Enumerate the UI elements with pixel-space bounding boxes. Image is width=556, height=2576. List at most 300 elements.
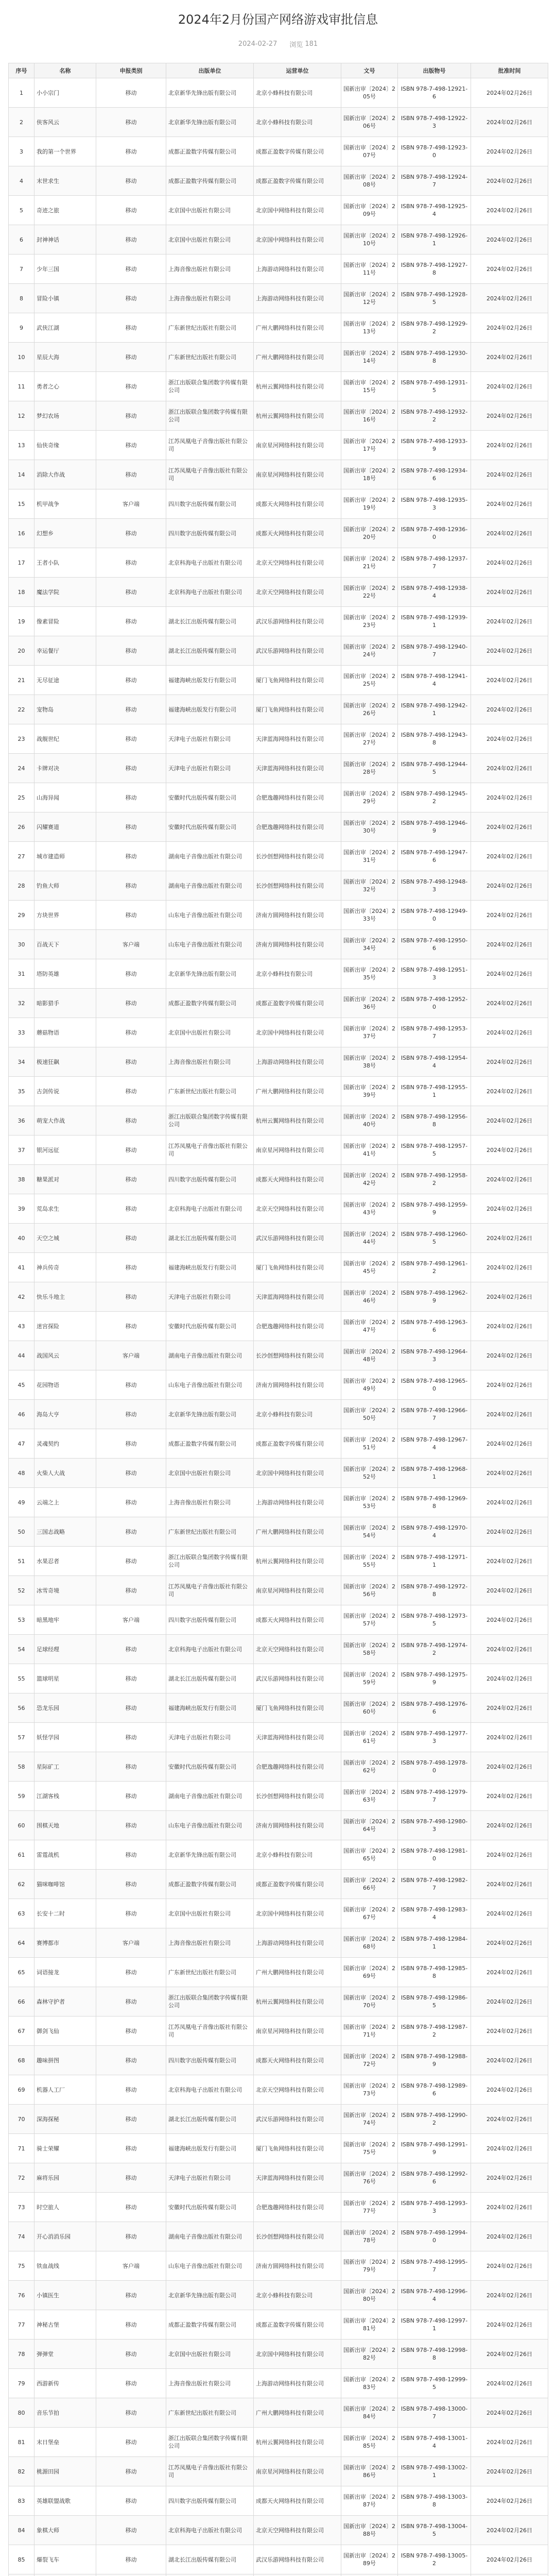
cell-approval-date: 2024年02月26日	[471, 2398, 548, 2428]
cell-category: 移动	[96, 1194, 166, 1224]
table-row	[9, 1605, 548, 1635]
cell-category: 移动	[96, 2486, 166, 2516]
cell-approval-date: 2024年02月26日	[471, 666, 548, 695]
cell-isbn: ISBN 978-7-498-12948-3	[398, 871, 471, 901]
cell-operator: 北京天空网络科技有限公司	[254, 548, 341, 578]
cell-operator: 成都天火网络科技有限公司	[254, 1605, 341, 1635]
cell-category: 移动	[96, 460, 166, 489]
cell-approval-number	[341, 2574, 398, 2576]
cell-approval-date: 2024年02月26日	[471, 1899, 548, 1928]
cell-approval-number: 国新出审〔2024〕248号	[341, 1341, 398, 1370]
cell-category: 移动	[96, 78, 166, 108]
cell-operator: 杭州云翼网络科技有限公司	[254, 1987, 341, 2016]
cell-category: 移动	[96, 871, 166, 901]
cell-name: 时空旅人	[34, 2193, 96, 2222]
cell-operator: 北京国中网络科技有限公司	[254, 225, 341, 255]
cell-publisher: 上海音像出版社有限公司	[166, 255, 254, 284]
table-row	[9, 1341, 548, 1370]
cell-category: 移动	[96, 166, 166, 196]
cell-isbn: ISBN 978-7-498-13003-8	[398, 2486, 471, 2516]
cell-name: 山海异闻	[34, 783, 96, 812]
cell-operator: 天津蓝海网络科技有限公司	[254, 2163, 341, 2193]
cell-publisher: 安徽时代出版传媒有限公司	[166, 1752, 254, 1782]
cell-publisher: 成都正盈数字传媒有限公司	[166, 2310, 254, 2340]
cell-isbn	[398, 2574, 471, 2576]
cell-isbn: ISBN 978-7-498-12921-6	[398, 78, 471, 108]
cell-approval-number: 国新出审〔2024〕254号	[341, 1517, 398, 1547]
table-row	[9, 1987, 548, 2016]
column-header-index: 序号	[9, 63, 34, 78]
table-row	[9, 1840, 548, 1870]
cell-publisher: 四川数字出版传媒有限公司	[166, 2486, 254, 2516]
cell-name: 篮球明星	[34, 1664, 96, 1693]
cell-approval-date: 2024年02月26日	[471, 1811, 548, 1840]
cell-name: 极速狂飙	[34, 1047, 96, 1077]
cell-isbn: ISBN 978-7-498-12933-9	[398, 431, 471, 460]
cell-index: 71	[9, 2134, 34, 2163]
cell-name: 趣味拼图	[34, 2046, 96, 2075]
cell-approval-number: 国新出审〔2024〕256号	[341, 1576, 398, 1605]
cell-approval-number: 国新出审〔2024〕209号	[341, 196, 398, 225]
title-bar	[0, 0, 556, 36]
cell-isbn: ISBN 978-7-498-12926-1	[398, 225, 471, 255]
cell-name: 王者小队	[34, 548, 96, 578]
cell-publisher: 北京新华先锋出版有限公司	[166, 959, 254, 989]
cell-approval-number: 国新出审〔2024〕251号	[341, 1429, 398, 1459]
cell-name: 暗影猎手	[34, 989, 96, 1018]
cell-approval-number: 国新出审〔2024〕225号	[341, 666, 398, 695]
cell-index: 30	[9, 930, 34, 959]
cell-operator: 北京国中网络科技有限公司	[254, 2340, 341, 2369]
cell-name: 西游新传	[34, 2369, 96, 2398]
cell-operator: 成都天火网络科技有限公司	[254, 489, 341, 519]
cell-approval-date: 2024年02月26日	[471, 1840, 548, 1870]
cell-index: 67	[9, 2016, 34, 2046]
cell-name: 幻想乡	[34, 519, 96, 548]
table-row	[9, 1899, 548, 1928]
cell-name: 少年三国	[34, 255, 96, 284]
cell-isbn: ISBN 978-7-498-12961-2	[398, 1253, 471, 1282]
cell-name: 机甲战争	[34, 489, 96, 519]
cell-approval-date: 2024年02月26日	[471, 313, 548, 343]
cell-index: 7	[9, 255, 34, 284]
cell-isbn: ISBN 978-7-498-12980-3	[398, 1811, 471, 1840]
cell-publisher: 四川数字出版传媒有限公司	[166, 2046, 254, 2075]
cell-isbn: ISBN 978-7-498-12937-7	[398, 548, 471, 578]
cell-index: 14	[9, 460, 34, 489]
cell-name: 末世求生	[34, 166, 96, 196]
cell-category: 客户端	[96, 489, 166, 519]
cell-operator: 成都正盈数字传媒有限公司	[254, 989, 341, 1018]
cell-name: 糖果派对	[34, 1165, 96, 1194]
cell-operator: 杭州云翼网络科技有限公司	[254, 401, 341, 431]
cell-name: 森林守护者	[34, 1987, 96, 2016]
cell-approval-date: 2024年02月26日	[471, 1693, 548, 1723]
cell-approval-date: 2024年02月26日	[471, 1488, 548, 1517]
cell-index: 64	[9, 1928, 34, 1958]
cell-publisher: 湖南电子音像出版社有限公司	[166, 1782, 254, 1811]
cell-index: 28	[9, 871, 34, 901]
cell-category: 移动	[96, 1987, 166, 2016]
cell-operator: 南京星河网络科技有限公司	[254, 2016, 341, 2046]
cell-name: 幸运餐厅	[34, 636, 96, 666]
cell-isbn: ISBN 978-7-498-12978-0	[398, 1752, 471, 1782]
cell-approval-number: 国新出审〔2024〕233号	[341, 901, 398, 930]
cell-approval-number: 国新出审〔2024〕253号	[341, 1488, 398, 1517]
cell-isbn: ISBN 978-7-498-12924-7	[398, 166, 471, 196]
table-row	[9, 989, 548, 1018]
cell-operator: 北京小蜂科技有限公司	[254, 1400, 341, 1429]
cell-approval-number: 国新出审〔2024〕246号	[341, 1282, 398, 1312]
cell-operator: 北京小蜂科技有限公司	[254, 959, 341, 989]
cell-isbn: ISBN 978-7-498-12977-3	[398, 1723, 471, 1752]
cell-isbn: ISBN 978-7-498-13000-7	[398, 2398, 471, 2428]
table-row	[9, 901, 548, 930]
cell-index: 44	[9, 1341, 34, 1370]
cell-publisher	[166, 2574, 254, 2576]
cell-publisher: 北京新华先锋出版有限公司	[166, 1400, 254, 1429]
cell-publisher: 安徽时代出版传媒有限公司	[166, 812, 254, 842]
cell-isbn: ISBN 978-7-498-12962-9	[398, 1282, 471, 1312]
cell-name: 海岛大亨	[34, 1400, 96, 1429]
table-row	[9, 1165, 548, 1194]
cell-operator: 成都正盈数字传媒有限公司	[254, 137, 341, 166]
cell-approval-date: 2024年02月26日	[471, 2486, 548, 2516]
cell-category: 移动	[96, 431, 166, 460]
table-row	[9, 343, 548, 372]
cell-name: 恐龙乐园	[34, 1693, 96, 1723]
cell-approval-number: 国新出审〔2024〕287号	[341, 2486, 398, 2516]
cell-name: 星辰大海	[34, 343, 96, 372]
cell-publisher: 广东新世纪出版社有限公司	[166, 313, 254, 343]
cell-isbn: ISBN 978-7-498-12972-8	[398, 1576, 471, 1605]
cell-name: 英雄联盟战歌	[34, 2486, 96, 2516]
cell-index: 29	[9, 901, 34, 930]
cell-isbn: ISBN 978-7-498-12945-2	[398, 783, 471, 812]
cell-operator: 天津蓝海网络科技有限公司	[254, 1282, 341, 1312]
cell-approval-number: 国新出审〔2024〕232号	[341, 871, 398, 901]
table-row	[9, 1018, 548, 1047]
cell-isbn: ISBN 978-7-498-12971-1	[398, 1547, 471, 1576]
cell-approval-date: 2024年02月26日	[471, 1928, 548, 1958]
cell-publisher: 北京新华先锋出版有限公司	[166, 78, 254, 108]
cell-name: 塔防英雄	[34, 959, 96, 989]
cell-index: 4	[9, 166, 34, 196]
cell-name: 快乐斗地主	[34, 1282, 96, 1312]
cell-isbn: ISBN 978-7-498-12925-4	[398, 196, 471, 225]
cell-name	[34, 2574, 96, 2576]
cell-publisher: 湖北长江出版传媒有限公司	[166, 1664, 254, 1693]
cell-isbn: ISBN 978-7-498-12990-2	[398, 2105, 471, 2134]
cell-name: 荒岛求生	[34, 1194, 96, 1224]
cell-name: 音乐节拍	[34, 2398, 96, 2428]
cell-approval-date: 2024年02月26日	[471, 636, 548, 666]
cell-name: 无尽征途	[34, 666, 96, 695]
cell-publisher: 湖南电子音像出版社有限公司	[166, 2222, 254, 2251]
cell-approval-date: 2024年02月26日	[471, 842, 548, 871]
cell-approval-number: 国新出审〔2024〕271号	[341, 2016, 398, 2046]
cell-name: 云端之上	[34, 1488, 96, 1517]
table-row	[9, 2105, 548, 2134]
cell-approval-date: 2024年02月26日	[471, 1047, 548, 1077]
cell-category: 移动	[96, 2046, 166, 2075]
cell-isbn: ISBN 978-7-498-12950-6	[398, 930, 471, 959]
cell-approval-number: 国新出审〔2024〕275号	[341, 2134, 398, 2163]
cell-category: 移动	[96, 783, 166, 812]
cell-publisher: 北京国中出版社有限公司	[166, 1899, 254, 1928]
cell-operator: 武汉乐游网络科技有限公司	[254, 636, 341, 666]
view-count-label: 浏览	[289, 41, 303, 49]
cell-operator: 北京天空网络科技有限公司	[254, 578, 341, 607]
table-row	[9, 1459, 548, 1488]
cell-publisher: 成都正盈数字传媒有限公司	[166, 166, 254, 196]
table-wrap	[0, 52, 556, 2576]
cell-approval-date: 2024年02月26日	[471, 607, 548, 636]
cell-approval-date: 2024年02月26日	[471, 1870, 548, 1899]
cell-publisher: 江苏凤凰电子音像出版社有限公司	[166, 1136, 254, 1165]
cell-approval-date: 2024年02月26日	[471, 401, 548, 431]
cell-isbn: ISBN 978-7-498-12943-8	[398, 724, 471, 754]
cell-operator: 合肥逸趣网络科技有限公司	[254, 2193, 341, 2222]
cell-category: 移动	[96, 2545, 166, 2574]
cell-approval-number: 国新出审〔2024〕215号	[341, 372, 398, 401]
cell-operator: 武汉乐游网络科技有限公司	[254, 2545, 341, 2574]
table-row	[9, 2516, 548, 2545]
cell-approval-number: 国新出审〔2024〕219号	[341, 489, 398, 519]
cell-isbn: ISBN 978-7-498-12970-4	[398, 1517, 471, 1547]
cell-approval-date	[471, 2574, 548, 2576]
cell-operator: 广州大鹏网络科技有限公司	[254, 2398, 341, 2428]
cell-name: 梦幻农场	[34, 401, 96, 431]
cell-publisher: 浙江出版联合集团数字传媒有限公司	[166, 372, 254, 401]
cell-category: 移动	[96, 1370, 166, 1400]
cell-approval-date: 2024年02月26日	[471, 812, 548, 842]
cell-approval-date: 2024年02月26日	[471, 431, 548, 460]
cell-publisher: 上海音像出版社有限公司	[166, 284, 254, 313]
cell-approval-number: 国新出审〔2024〕278号	[341, 2222, 398, 2251]
cell-category: 移动	[96, 313, 166, 343]
cell-index: 60	[9, 1811, 34, 1840]
cell-category: 移动	[96, 401, 166, 431]
cell-isbn: ISBN 978-7-498-12964-3	[398, 1341, 471, 1370]
cell-publisher: 福建海峡出版发行有限公司	[166, 695, 254, 724]
table-row	[9, 1312, 548, 1341]
cell-isbn: ISBN 978-7-498-12982-7	[398, 1870, 471, 1899]
cell-isbn: ISBN 978-7-498-12958-2	[398, 1165, 471, 1194]
cell-operator: 厦门飞鱼网络科技有限公司	[254, 1693, 341, 1723]
cell-isbn: ISBN 978-7-498-12934-6	[398, 460, 471, 489]
cell-approval-date: 2024年02月26日	[471, 1136, 548, 1165]
cell-approval-number: 国新出审〔2024〕255号	[341, 1547, 398, 1576]
cell-approval-date: 2024年02月26日	[471, 1194, 548, 1224]
cell-publisher: 上海音像出版社有限公司	[166, 2369, 254, 2398]
cell-category: 移动	[96, 343, 166, 372]
table-row	[9, 2281, 548, 2310]
cell-approval-number: 国新出审〔2024〕274号	[341, 2105, 398, 2134]
cell-publisher: 山东电子音像出版社有限公司	[166, 901, 254, 930]
cell-category: 移动	[96, 1106, 166, 1136]
cell-index: 83	[9, 2486, 34, 2516]
cell-approval-number: 国新出审〔2024〕250号	[341, 1400, 398, 1429]
cell-approval-number: 国新出审〔2024〕259号	[341, 1664, 398, 1693]
cell-publisher: 福建海峡出版发行有限公司	[166, 2134, 254, 2163]
table-row	[9, 2428, 548, 2457]
cell-index: 48	[9, 1459, 34, 1488]
cell-name: 迷宫探险	[34, 1312, 96, 1341]
cell-approval-date: 2024年02月26日	[471, 2545, 548, 2574]
table-row	[9, 1429, 548, 1459]
cell-publisher: 北京新华先锋出版有限公司	[166, 108, 254, 137]
cell-operator: 济南方圆网络科技有限公司	[254, 2251, 341, 2281]
table-row	[9, 548, 548, 578]
cell-publisher: 北京科海电子出版社有限公司	[166, 2075, 254, 2105]
cell-approval-date: 2024年02月26日	[471, 2516, 548, 2545]
cell-approval-date: 2024年02月26日	[471, 1752, 548, 1782]
cell-isbn: ISBN 978-7-498-12992-6	[398, 2163, 471, 2193]
cell-approval-number: 国新出审〔2024〕272号	[341, 2046, 398, 2075]
cell-operator: 北京国中网络科技有限公司	[254, 196, 341, 225]
cell-publisher: 福建海峡出版发行有限公司	[166, 1693, 254, 1723]
cell-approval-number: 国新出审〔2024〕214号	[341, 343, 398, 372]
cell-publisher: 上海音像出版社有限公司	[166, 1047, 254, 1077]
publish-date-value: 2024-02-27	[238, 40, 277, 48]
table-row	[9, 2398, 548, 2428]
cell-approval-number: 国新出审〔2024〕222号	[341, 578, 398, 607]
table-row	[9, 1106, 548, 1136]
cell-isbn: ISBN 978-7-498-12941-4	[398, 666, 471, 695]
page-title: 2024年2月份国产网络游戏审批信息	[178, 12, 378, 27]
column-header-approval-number: 文号	[341, 63, 398, 78]
cell-name: 百战天下	[34, 930, 96, 959]
cell-index: 37	[9, 1136, 34, 1165]
cell-publisher: 安徽时代出版传媒有限公司	[166, 1312, 254, 1341]
cell-index: 9	[9, 313, 34, 343]
cell-category: 移动	[96, 2457, 166, 2486]
table-row	[9, 666, 548, 695]
cell-operator: 成都天火网络科技有限公司	[254, 1165, 341, 1194]
cell-approval-number: 国新出审〔2024〕234号	[341, 930, 398, 959]
cell-publisher: 湖南电子音像出版社有限公司	[166, 842, 254, 871]
cell-approval-date: 2024年02月26日	[471, 343, 548, 372]
cell-operator: 北京天空网络科技有限公司	[254, 1194, 341, 1224]
cell-index: 74	[9, 2222, 34, 2251]
cell-name: 蘑菇物语	[34, 1018, 96, 1047]
cell-index: 36	[9, 1106, 34, 1136]
cell-approval-date: 2024年02月26日	[471, 2281, 548, 2310]
cell-approval-number: 国新出审〔2024〕231号	[341, 842, 398, 871]
column-header-approval-date: 批准时间	[471, 63, 548, 78]
cell-isbn: ISBN 978-7-498-12997-1	[398, 2310, 471, 2340]
cell-isbn: ISBN 978-7-498-13004-5	[398, 2516, 471, 2545]
cell-publisher: 山东电子音像出版社有限公司	[166, 930, 254, 959]
cell-name: 猫咪咖啡馆	[34, 1870, 96, 1899]
cell-index: 73	[9, 2193, 34, 2222]
cell-index: 68	[9, 2046, 34, 2075]
cell-category: 移动	[96, 2310, 166, 2340]
column-header-category: 申报类别	[96, 63, 166, 78]
cell-name: 武侠江湖	[34, 313, 96, 343]
table-row	[9, 166, 548, 196]
table-row	[9, 401, 548, 431]
cell-category: 移动	[96, 2340, 166, 2369]
cell-publisher: 北京新华先锋出版有限公司	[166, 1840, 254, 1870]
cell-operator: 南京星河网络科技有限公司	[254, 431, 341, 460]
cell-isbn: ISBN 978-7-498-12981-0	[398, 1840, 471, 1870]
cell-index: 35	[9, 1077, 34, 1106]
cell-operator	[254, 2574, 341, 2576]
cell-name: 象棋大师	[34, 2516, 96, 2545]
table-row	[9, 284, 548, 313]
cell-category: 客户端	[96, 2251, 166, 2281]
cell-approval-number: 国新出审〔2024〕276号	[341, 2163, 398, 2193]
cell-category: 移动	[96, 901, 166, 930]
cell-publisher: 北京科海电子出版社有限公司	[166, 578, 254, 607]
cell-category: 移动	[96, 1282, 166, 1312]
cell-operator: 成都正盈数字传媒有限公司	[254, 2310, 341, 2340]
cell-publisher: 湖北长江出版传媒有限公司	[166, 2545, 254, 2574]
table-row	[9, 724, 548, 754]
cell-name: 我的第一个世界	[34, 137, 96, 166]
cell-index: 53	[9, 1605, 34, 1635]
cell-approval-date: 2024年02月26日	[471, 489, 548, 519]
table-row	[9, 1047, 548, 1077]
cell-index: 49	[9, 1488, 34, 1517]
cell-publisher: 福建海峡出版发行有限公司	[166, 666, 254, 695]
cell-approval-date: 2024年02月26日	[471, 1282, 548, 1312]
cell-isbn: ISBN 978-7-498-12967-4	[398, 1429, 471, 1459]
cell-publisher: 天津电子出版社有限公司	[166, 724, 254, 754]
cell-approval-number: 国新出审〔2024〕281号	[341, 2310, 398, 2340]
cell-approval-number: 国新出审〔2024〕264号	[341, 1811, 398, 1840]
cell-approval-number: 国新出审〔2024〕235号	[341, 959, 398, 989]
cell-index: 76	[9, 2281, 34, 2310]
cell-approval-date: 2024年02月26日	[471, 108, 548, 137]
cell-name: 魔法学院	[34, 578, 96, 607]
cell-approval-date: 2024年02月26日	[471, 959, 548, 989]
cell-category: 移动	[96, 812, 166, 842]
cell-publisher: 广东新世纪出版社有限公司	[166, 1517, 254, 1547]
cell-category: 移动	[96, 284, 166, 313]
cell-isbn: ISBN 978-7-498-12983-4	[398, 1899, 471, 1928]
table-row	[9, 1253, 548, 1282]
cell-publisher: 北京新华先锋出版有限公司	[166, 2281, 254, 2310]
cell-publisher: 四川数字出版传媒有限公司	[166, 1165, 254, 1194]
cell-index: 46	[9, 1400, 34, 1429]
cell-approval-date: 2024年02月26日	[471, 1224, 548, 1253]
cell-category: 客户端	[96, 930, 166, 959]
cell-isbn: ISBN 978-7-498-12939-1	[398, 607, 471, 636]
cell-approval-number: 国新出审〔2024〕270号	[341, 1987, 398, 2016]
cell-category	[96, 2574, 166, 2576]
cell-index: 61	[9, 1840, 34, 1870]
cell-approval-number: 国新出审〔2024〕238号	[341, 1047, 398, 1077]
cell-operator: 济南方圆网络科技有限公司	[254, 1811, 341, 1840]
cell-name: 赛博都市	[34, 1928, 96, 1958]
table-row	[9, 607, 548, 636]
cell-approval-number: 国新出审〔2024〕289号	[341, 2545, 398, 2574]
cell-approval-date: 2024年02月26日	[471, 196, 548, 225]
cell-name: 弹弹堂	[34, 2340, 96, 2369]
cell-approval-date: 2024年02月26日	[471, 1987, 548, 2016]
column-header-name: 名称	[34, 63, 96, 78]
cell-category: 移动	[96, 2398, 166, 2428]
cell-operator: 成都天火网络科技有限公司	[254, 2486, 341, 2516]
cell-approval-date: 2024年02月26日	[471, 695, 548, 724]
cell-index: 19	[9, 607, 34, 636]
cell-index: 45	[9, 1370, 34, 1400]
cell-index: 84	[9, 2516, 34, 2545]
table-row	[9, 2016, 548, 2046]
